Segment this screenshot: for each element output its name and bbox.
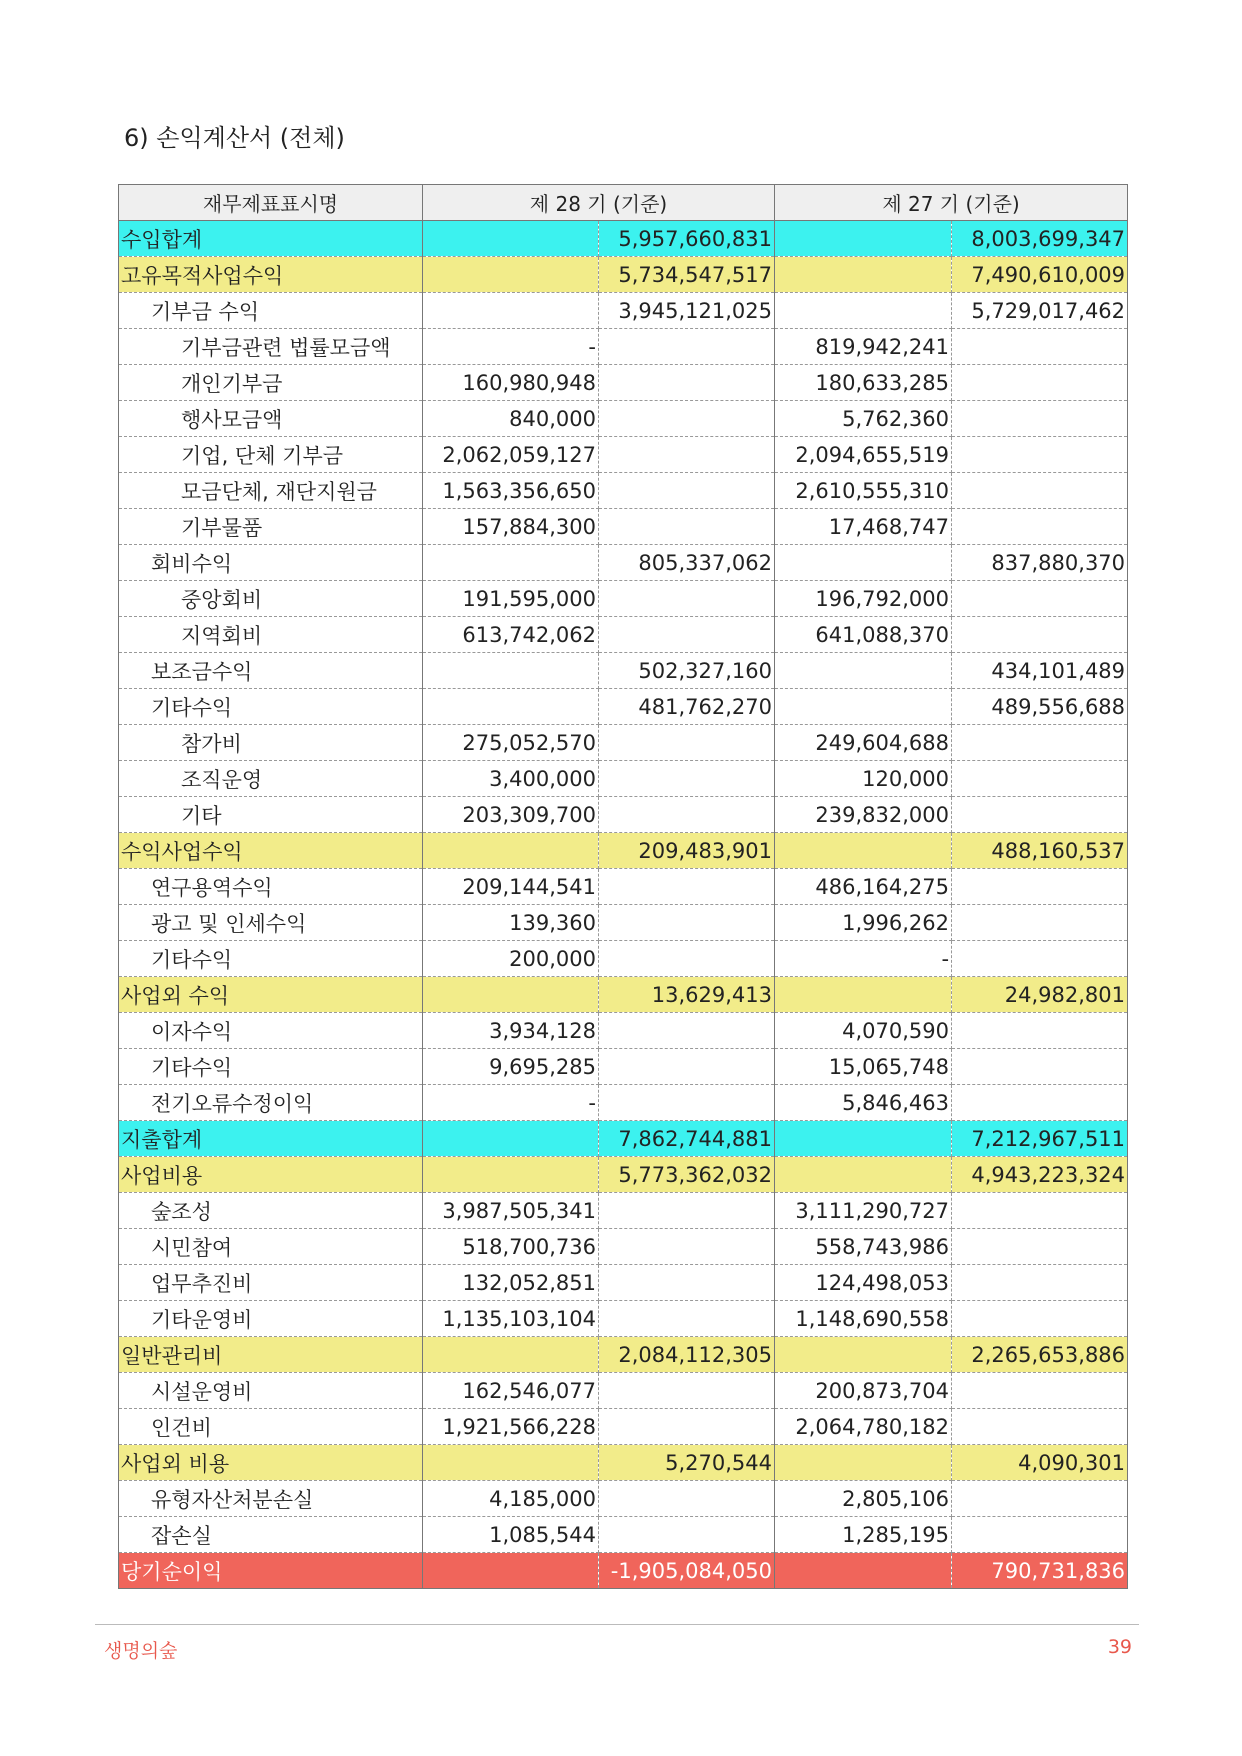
detail-amount-28: 1,563,356,650: [423, 473, 599, 509]
subtotal-amount-27: 790,731,836: [952, 1553, 1128, 1589]
subtotal-amount-28: [599, 1265, 775, 1301]
detail-amount-27: 15,065,748: [775, 1049, 952, 1085]
subtotal-amount-27: 7,212,967,511: [952, 1121, 1128, 1157]
subtotal-amount-27: [952, 1373, 1128, 1409]
subtotal-amount-28: [599, 1013, 775, 1049]
detail-amount-28: 191,595,000: [423, 581, 599, 617]
detail-amount-27: 558,743,986: [775, 1229, 952, 1265]
detail-amount-27: 1,148,690,558: [775, 1301, 952, 1337]
detail-amount-27: [775, 833, 952, 869]
subtotal-amount-28: 13,629,413: [599, 977, 775, 1013]
table-row: [119, 509, 1128, 545]
subtotal-amount-27: [952, 1229, 1128, 1265]
row-label: 조직운영: [119, 761, 423, 797]
table-body: [119, 221, 1128, 1589]
subtotal-amount-28: [599, 1229, 775, 1265]
subtotal-amount-28: 502,327,160: [599, 653, 775, 689]
detail-amount-27: 17,468,747: [775, 509, 952, 545]
subtotal-amount-28: [599, 1517, 775, 1553]
detail-amount-27: [775, 293, 952, 329]
detail-amount-28: [423, 977, 599, 1013]
row-label: 기부금관련 법률모금액: [119, 329, 423, 365]
footer-divider: [95, 1624, 1139, 1625]
detail-amount-28: 160,980,948: [423, 365, 599, 401]
detail-amount-27: 5,846,463: [775, 1085, 952, 1121]
row-label: 사업외 비용: [119, 1445, 423, 1481]
subtotal-amount-27: [952, 797, 1128, 833]
subtotal-amount-28: 7,862,744,881: [599, 1121, 775, 1157]
detail-amount-27: [775, 221, 952, 257]
detail-amount-28: 4,185,000: [423, 1481, 599, 1517]
table-row: [119, 689, 1128, 725]
table-row: [119, 1481, 1128, 1517]
table-header-row: [119, 185, 1128, 221]
detail-amount-27: 4,070,590: [775, 1013, 952, 1049]
subtotal-amount-27: 837,880,370: [952, 545, 1128, 581]
detail-amount-28: [423, 545, 599, 581]
subtotal-amount-27: 8,003,699,347: [952, 221, 1128, 257]
subtotal-amount-28: 2,084,112,305: [599, 1337, 775, 1373]
detail-amount-27: [775, 545, 952, 581]
row-label: 기부금 수익: [119, 293, 423, 329]
header-period-28: 제 28 기 (기준): [423, 185, 775, 221]
detail-amount-28: 200,000: [423, 941, 599, 977]
detail-amount-28: 2,062,059,127: [423, 437, 599, 473]
income-statement-table: [118, 184, 1128, 1589]
subtotal-amount-28: [599, 509, 775, 545]
detail-amount-28: 1,135,103,104: [423, 1301, 599, 1337]
table-row: [119, 797, 1128, 833]
row-label: 보조금수익: [119, 653, 423, 689]
detail-amount-28: [423, 221, 599, 257]
subtotal-amount-28: [599, 1193, 775, 1229]
detail-amount-28: [423, 1553, 599, 1589]
subtotal-amount-27: [952, 365, 1128, 401]
page-number: 39: [1107, 1636, 1132, 1658]
subtotal-amount-28: [599, 869, 775, 905]
detail-amount-27: 819,942,241: [775, 329, 952, 365]
detail-amount-27: [775, 1553, 952, 1589]
subtotal-amount-27: [952, 941, 1128, 977]
table-row: [119, 1013, 1128, 1049]
table-row: [119, 1193, 1128, 1229]
subtotal-amount-28: [599, 365, 775, 401]
row-label: 유형자산처분손실: [119, 1481, 423, 1517]
table-row: [119, 1301, 1128, 1337]
detail-amount-28: [423, 653, 599, 689]
subtotal-amount-27: [952, 1409, 1128, 1445]
subtotal-amount-27: [952, 1265, 1128, 1301]
table-row: [119, 725, 1128, 761]
table-row: [119, 941, 1128, 977]
detail-amount-28: 275,052,570: [423, 725, 599, 761]
subtotal-amount-27: [952, 1013, 1128, 1049]
table-row: [119, 1229, 1128, 1265]
subtotal-amount-28: 5,270,544: [599, 1445, 775, 1481]
subtotal-amount-27: [952, 905, 1128, 941]
detail-amount-27: -: [775, 941, 952, 977]
detail-amount-28: 3,987,505,341: [423, 1193, 599, 1229]
subtotal-amount-27: [952, 725, 1128, 761]
detail-amount-27: 180,633,285: [775, 365, 952, 401]
subtotal-amount-28: [599, 905, 775, 941]
detail-amount-27: 1,996,262: [775, 905, 952, 941]
subtotal-amount-28: 5,773,362,032: [599, 1157, 775, 1193]
subtotal-amount-27: 4,090,301: [952, 1445, 1128, 1481]
detail-amount-27: 1,285,195: [775, 1517, 952, 1553]
detail-amount-28: [423, 833, 599, 869]
detail-amount-28: 1,085,544: [423, 1517, 599, 1553]
subtotal-amount-28: 5,957,660,831: [599, 221, 775, 257]
table-row: [119, 653, 1128, 689]
detail-amount-27: 2,064,780,182: [775, 1409, 952, 1445]
table-row: [119, 1085, 1128, 1121]
table-row: [119, 401, 1128, 437]
detail-amount-28: 518,700,736: [423, 1229, 599, 1265]
row-label: 일반관리비: [119, 1337, 423, 1373]
row-label: 기타: [119, 797, 423, 833]
subtotal-amount-28: 805,337,062: [599, 545, 775, 581]
table-row: [119, 581, 1128, 617]
subtotal-amount-27: [952, 1085, 1128, 1121]
detail-amount-27: [775, 653, 952, 689]
row-label: 중앙회비: [119, 581, 423, 617]
row-label: 잡손실: [119, 1517, 423, 1553]
row-label: 수익사업수익: [119, 833, 423, 869]
subtotal-amount-27: [952, 1517, 1128, 1553]
row-label: 숲조성: [119, 1193, 423, 1229]
detail-amount-28: [423, 689, 599, 725]
detail-amount-27: [775, 977, 952, 1013]
page-title: 6) 손익계산서 (전체): [124, 124, 345, 152]
table-row: [119, 761, 1128, 797]
detail-amount-28: 3,934,128: [423, 1013, 599, 1049]
detail-amount-27: 200,873,704: [775, 1373, 952, 1409]
footer-brand: 생명의숲: [104, 1640, 178, 1662]
detail-amount-28: 162,546,077: [423, 1373, 599, 1409]
detail-amount-27: 486,164,275: [775, 869, 952, 905]
detail-amount-27: [775, 689, 952, 725]
subtotal-amount-27: 5,729,017,462: [952, 293, 1128, 329]
subtotal-amount-28: [599, 797, 775, 833]
detail-amount-27: [775, 257, 952, 293]
row-label: 기타운영비: [119, 1301, 423, 1337]
table-row: [119, 1553, 1128, 1589]
subtotal-amount-28: 5,734,547,517: [599, 257, 775, 293]
subtotal-amount-28: [599, 1409, 775, 1445]
detail-amount-28: 132,052,851: [423, 1265, 599, 1301]
row-label: 전기오류수정이익: [119, 1085, 423, 1121]
table-row: [119, 221, 1128, 257]
detail-amount-27: 2,094,655,519: [775, 437, 952, 473]
row-label: 개인기부금: [119, 365, 423, 401]
detail-amount-27: 641,088,370: [775, 617, 952, 653]
subtotal-amount-27: 4,943,223,324: [952, 1157, 1128, 1193]
detail-amount-28: [423, 1121, 599, 1157]
row-label: 사업외 수익: [119, 977, 423, 1013]
header-period-27: 제 27 기 (기준): [775, 185, 1128, 221]
row-label: 고유목적사업수익: [119, 257, 423, 293]
table-row: [119, 545, 1128, 581]
subtotal-amount-28: 481,762,270: [599, 689, 775, 725]
table-row: [119, 1157, 1128, 1193]
subtotal-amount-27: 24,982,801: [952, 977, 1128, 1013]
row-label: 기업, 단체 기부금: [119, 437, 423, 473]
table-row: [119, 833, 1128, 869]
table-row: [119, 1121, 1128, 1157]
subtotal-amount-27: [952, 869, 1128, 905]
detail-amount-28: 157,884,300: [423, 509, 599, 545]
detail-amount-28: [423, 1157, 599, 1193]
header-account-name: 재무제표표시명: [119, 185, 423, 221]
detail-amount-28: [423, 257, 599, 293]
row-label: 행사모금액: [119, 401, 423, 437]
subtotal-amount-28: [599, 1085, 775, 1121]
subtotal-amount-27: 7,490,610,009: [952, 257, 1128, 293]
row-label: 수입합계: [119, 221, 423, 257]
subtotal-amount-27: [952, 473, 1128, 509]
subtotal-amount-27: 488,160,537: [952, 833, 1128, 869]
detail-amount-27: 124,498,053: [775, 1265, 952, 1301]
row-label: 기부물품: [119, 509, 423, 545]
detail-amount-27: 2,610,555,310: [775, 473, 952, 509]
table-row: [119, 977, 1128, 1013]
detail-amount-27: [775, 1157, 952, 1193]
detail-amount-28: 3,400,000: [423, 761, 599, 797]
table-row: [119, 1265, 1128, 1301]
row-label: 회비수익: [119, 545, 423, 581]
table-row: [119, 1517, 1128, 1553]
detail-amount-27: [775, 1121, 952, 1157]
detail-amount-27: [775, 1337, 952, 1373]
subtotal-amount-27: [952, 1193, 1128, 1229]
subtotal-amount-27: [952, 1301, 1128, 1337]
subtotal-amount-27: [952, 617, 1128, 653]
table-row: [119, 617, 1128, 653]
row-label: 시설운영비: [119, 1373, 423, 1409]
subtotal-amount-28: [599, 725, 775, 761]
row-label: 지역회비: [119, 617, 423, 653]
row-label: 지출합계: [119, 1121, 423, 1157]
row-label: 이자수익: [119, 1013, 423, 1049]
row-label: 광고 및 인세수익: [119, 905, 423, 941]
detail-amount-27: 3,111,290,727: [775, 1193, 952, 1229]
detail-amount-27: 120,000: [775, 761, 952, 797]
table-row: [119, 905, 1128, 941]
table-row: [119, 473, 1128, 509]
detail-amount-27: 249,604,688: [775, 725, 952, 761]
subtotal-amount-27: [952, 437, 1128, 473]
table-row: [119, 329, 1128, 365]
table-row: [119, 1049, 1128, 1085]
row-label: 기타수익: [119, 941, 423, 977]
detail-amount-28: 139,360: [423, 905, 599, 941]
subtotal-amount-28: [599, 617, 775, 653]
detail-amount-28: -: [423, 329, 599, 365]
subtotal-amount-28: 209,483,901: [599, 833, 775, 869]
table-row: [119, 293, 1128, 329]
subtotal-amount-27: [952, 1481, 1128, 1517]
subtotal-amount-27: 489,556,688: [952, 689, 1128, 725]
table-row: [119, 1409, 1128, 1445]
detail-amount-27: 2,805,106: [775, 1481, 952, 1517]
detail-amount-28: [423, 293, 599, 329]
table-row: [119, 1337, 1128, 1373]
subtotal-amount-28: [599, 437, 775, 473]
detail-amount-28: [423, 1445, 599, 1481]
subtotal-amount-28: -1,905,084,050: [599, 1553, 775, 1589]
subtotal-amount-27: [952, 581, 1128, 617]
detail-amount-27: 5,762,360: [775, 401, 952, 437]
table-row: [119, 365, 1128, 401]
subtotal-amount-27: [952, 509, 1128, 545]
table-row: [119, 1373, 1128, 1409]
row-label: 시민참여: [119, 1229, 423, 1265]
subtotal-amount-27: 2,265,653,886: [952, 1337, 1128, 1373]
subtotal-amount-28: [599, 1049, 775, 1085]
subtotal-amount-28: [599, 473, 775, 509]
detail-amount-28: 613,742,062: [423, 617, 599, 653]
subtotal-amount-27: [952, 761, 1128, 797]
detail-amount-27: 239,832,000: [775, 797, 952, 833]
detail-amount-28: 9,695,285: [423, 1049, 599, 1085]
row-label: 당기순이익: [119, 1553, 423, 1589]
detail-amount-28: -: [423, 1085, 599, 1121]
row-label: 인건비: [119, 1409, 423, 1445]
subtotal-amount-28: [599, 581, 775, 617]
subtotal-amount-27: 434,101,489: [952, 653, 1128, 689]
detail-amount-28: 840,000: [423, 401, 599, 437]
detail-amount-28: 209,144,541: [423, 869, 599, 905]
row-label: 모금단체, 재단지원금: [119, 473, 423, 509]
detail-amount-28: 203,309,700: [423, 797, 599, 833]
row-label: 기타수익: [119, 689, 423, 725]
subtotal-amount-28: [599, 329, 775, 365]
subtotal-amount-28: [599, 1373, 775, 1409]
subtotal-amount-28: [599, 1481, 775, 1517]
subtotal-amount-27: [952, 329, 1128, 365]
table-row: [119, 869, 1128, 905]
row-label: 업무추진비: [119, 1265, 423, 1301]
detail-amount-28: [423, 1337, 599, 1373]
row-label: 기타수익: [119, 1049, 423, 1085]
subtotal-amount-27: [952, 401, 1128, 437]
subtotal-amount-28: 3,945,121,025: [599, 293, 775, 329]
subtotal-amount-28: [599, 761, 775, 797]
row-label: 연구용역수익: [119, 869, 423, 905]
row-label: 참가비: [119, 725, 423, 761]
table-row: [119, 437, 1128, 473]
subtotal-amount-28: [599, 941, 775, 977]
table-row: [119, 257, 1128, 293]
subtotal-amount-27: [952, 1049, 1128, 1085]
table-row: [119, 1445, 1128, 1481]
detail-amount-27: [775, 1445, 952, 1481]
row-label: 사업비용: [119, 1157, 423, 1193]
detail-amount-28: 1,921,566,228: [423, 1409, 599, 1445]
subtotal-amount-28: [599, 401, 775, 437]
subtotal-amount-28: [599, 1301, 775, 1337]
detail-amount-27: 196,792,000: [775, 581, 952, 617]
